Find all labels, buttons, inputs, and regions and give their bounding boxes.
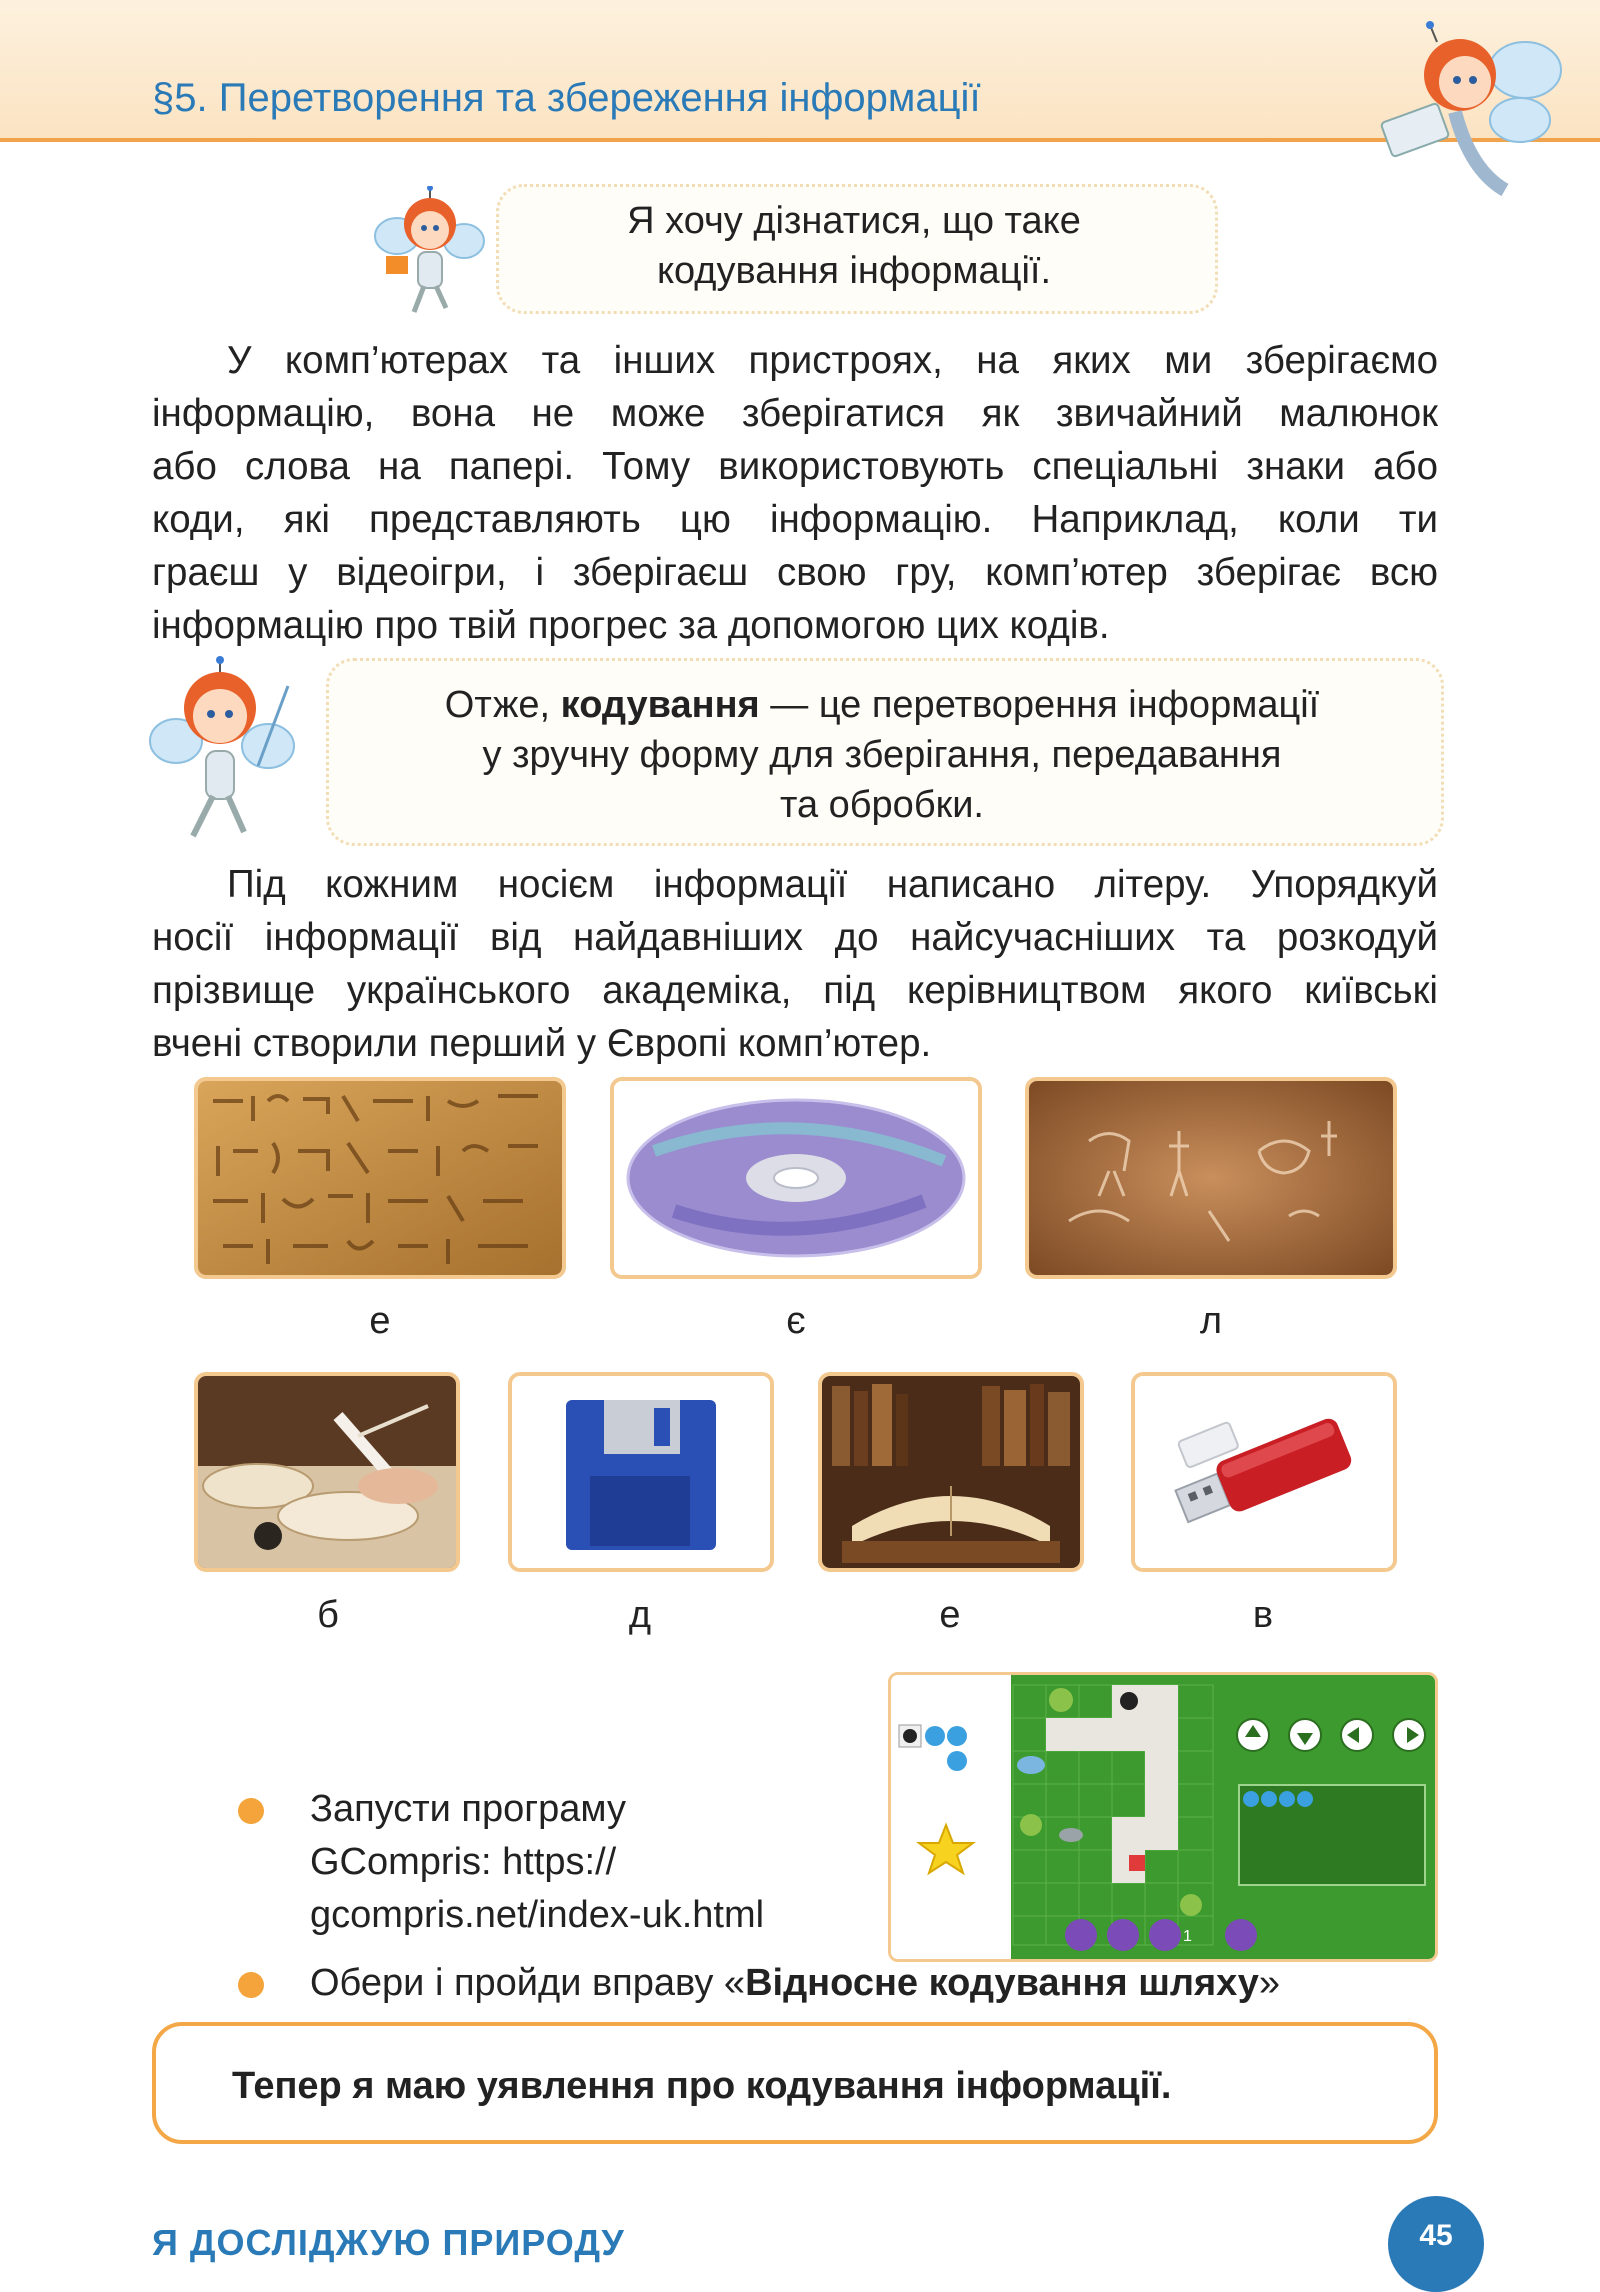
gcompris-level: 1: [1183, 1928, 1192, 1945]
bubble-line: кодування інформації.: [656, 250, 1052, 292]
paragraph-line: вчені створили перший у Європі комп’ютер.: [152, 1022, 932, 1065]
line-text: Під кожним носієм інформації написано літеру. Упорядкуй: [227, 863, 1438, 906]
exercise-prefix: Обери і пройди вправу «: [310, 1962, 746, 2004]
gcompris-game-image: [891, 1675, 1435, 1959]
bullet-link[interactable]: gcompris.net/index-uk.html: [310, 1894, 765, 1936]
definition-line: та обробки.: [779, 784, 984, 826]
image-floppy-disk: [508, 1372, 774, 1572]
paragraph-line: носії інформації від найдавніших до найсучасніших та розкодуй: [152, 916, 1438, 959]
paragraph-task: [152, 858, 1438, 1070]
paragraph-line: коди, які представляють цю інформацію. Наприклад, коли ти: [152, 498, 1438, 541]
image-old-books: [818, 1372, 1084, 1572]
header-rule: [0, 138, 1600, 142]
image-cave-painting: [1025, 1077, 1397, 1279]
footer-section-title: Я ДОСЛІДЖУЮ ПРИРОДУ: [152, 2222, 625, 2263]
image-scroll-quill: [194, 1372, 460, 1572]
page-header-title: §5. Перетворення та збереження інформації: [152, 76, 981, 120]
paragraph-line: інформацію про твій прогрес за допомогою цих кодів.: [152, 604, 1110, 647]
paragraph-line: [152, 858, 1438, 911]
fairy-illustration: [372, 186, 487, 316]
fairy-wand-illustration: [148, 656, 298, 841]
definition-text: [326, 680, 1438, 830]
image-cd-disc: [610, 1077, 982, 1279]
definition-line: [326, 680, 1438, 730]
page-number: 45: [1388, 2196, 1484, 2292]
line-text: У комп’ютерах та інших пристроях, на яких ми зберігаємо: [227, 339, 1438, 382]
cd-disc-image: [614, 1081, 978, 1275]
usb-flash-drive-image: [1135, 1376, 1393, 1568]
floppy-disk-image: [512, 1376, 770, 1568]
old-books-image: [822, 1376, 1080, 1568]
bullet-dot: [238, 1972, 264, 1998]
bullet-choose-exercise: [310, 1957, 1280, 2010]
paragraph-line: або слова на папері. Тому використовують спеціальні знаки або: [152, 445, 1438, 488]
letter-label: е: [369, 1300, 391, 1342]
bullet-launch-program: [310, 1783, 870, 1942]
conclusion-text: Тепер я маю уявлення про кодування інформації.: [232, 2065, 1172, 2107]
exercise-suffix: »: [1258, 1962, 1281, 2004]
image-hieroglyphs: [194, 1077, 566, 1279]
letter-label: в: [1252, 1594, 1274, 1636]
paragraph-line: інформацію, вона не може зберігатися як звичайний малюнок: [152, 392, 1438, 435]
image-usb-flash-drive: [1131, 1372, 1397, 1572]
bullet-line: Запусти програму: [310, 1788, 626, 1830]
exercise-name: Відносне кодування шляху: [745, 1962, 1259, 2004]
paragraph-line: граєш у відеоігри, і зберігаєш свою гру, комп’ютер зберігає всю: [152, 551, 1438, 594]
letter-label: є: [786, 1300, 806, 1342]
letter-label: д: [628, 1594, 652, 1636]
definition-prefix: Отже,: [444, 684, 561, 726]
letter-label: е: [939, 1594, 961, 1636]
fairy-laptop-illustration: [1375, 20, 1565, 205]
gcompris-screenshot: [888, 1672, 1438, 1962]
definition-rest: — це перетворення інформації: [759, 684, 1320, 726]
bullet-line: GCompris: https://: [310, 1841, 617, 1883]
scroll-quill-image: [198, 1376, 456, 1568]
cave-painting-image: [1029, 1081, 1393, 1275]
speech-bubble-text: [496, 196, 1212, 296]
definition-term: кодування: [560, 684, 760, 726]
definition-line: у зручну форму для зберігання, передавання: [482, 734, 1282, 776]
paragraph-line: [152, 334, 1438, 387]
letter-label: б: [317, 1594, 339, 1636]
bubble-line: Я хочу дізнатися, що таке: [627, 200, 1081, 242]
bullet-dot: [238, 1798, 264, 1824]
paragraph-coding-intro: [152, 334, 1438, 652]
letter-label: л: [1199, 1300, 1223, 1342]
hieroglyphs-image: [198, 1081, 562, 1275]
paragraph-line: прізвище українського академіка, під керівництвом якого київські: [152, 969, 1438, 1012]
